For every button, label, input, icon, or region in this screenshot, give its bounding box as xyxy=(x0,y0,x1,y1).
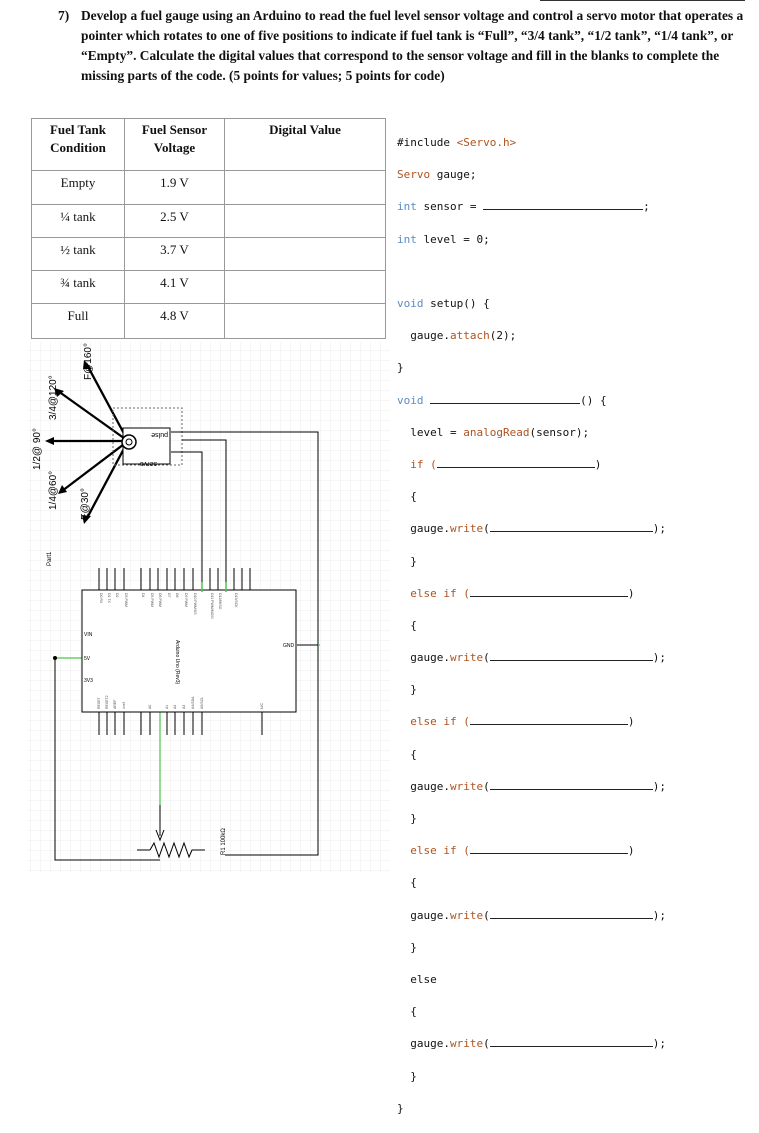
arduino-pin-label-bottom: AREF xyxy=(113,699,117,709)
code-line-elseif-2: else if ( ) xyxy=(397,715,635,729)
code-line-attach: gauge.attach(2); xyxy=(397,329,517,343)
code-line-setup: void setup() { xyxy=(397,297,490,311)
label-quarter: 1/4@60° xyxy=(48,470,59,510)
arduino-5v-label: 5V xyxy=(84,656,91,662)
label-three-quarter: 3/4@120° xyxy=(48,375,59,420)
arduino-pin-label-bottom: RESET2 xyxy=(105,695,109,709)
arduino-pin-label-bottom: A4/SDA xyxy=(191,696,195,709)
code-line-elseif-1: else if ( ) xyxy=(397,586,635,600)
code-line-write-1: gauge.write( ); xyxy=(397,522,666,536)
label-empty: E@30° xyxy=(80,488,91,520)
row-full-condition: Full xyxy=(32,304,125,339)
arduino-pin-label-top: D5 PWM xyxy=(150,593,154,607)
label-part: Part1 xyxy=(47,551,53,566)
code-line-open-3: { xyxy=(397,747,417,761)
resistor-label: R1 100kΩ xyxy=(221,828,227,855)
arduino-pin-label-top: D7 xyxy=(167,593,171,598)
arduino-pin-label-top: D11 PWM/MOSI xyxy=(210,593,214,619)
row-quarter-condition: ¼ tank xyxy=(32,205,125,238)
code-line-write-5: gauge.write( ); xyxy=(397,1037,666,1051)
arduino-pin-label-bottom: N/C xyxy=(260,702,264,709)
code-line-open-2: { xyxy=(397,618,417,632)
arduino-pin-label-top: D6 PWM xyxy=(158,593,162,607)
arduino-pin-label-top: D3 PWM xyxy=(124,593,128,607)
row-three-quarter-condition: ¾ tank xyxy=(32,271,125,304)
label-full: F@160° xyxy=(83,343,94,380)
row-empty-condition: Empty xyxy=(32,171,125,205)
code-line-close-3: } xyxy=(397,812,417,826)
arduino-pin-label-bottom: A1 xyxy=(165,704,169,709)
code-line-analogread: level = analogRead(sensor); xyxy=(397,425,590,439)
arduino-pin-label-top: D0 RX xyxy=(99,593,103,604)
code-line-loop: void () { xyxy=(397,393,607,407)
question-text: Develop a fuel gauge using an Arduino to read the fuel level sensor voltage and control a servo motor that operates a pointer which rotates to one of five positions to indicate if fuel tank is “Full”, “3/4 tank”, “1/2 tank”, “1/4 tank”, or “Empty”. Calculate the digital values that correspond to the sensor voltage and fill in the blanks to complete the missing parts of the code. (5 points for values; 5 points for code) xyxy=(81,8,744,83)
arduino-pin-label-bottom: ioref xyxy=(122,702,126,709)
arduino-vin-label: VIN xyxy=(84,632,93,638)
junction-dot xyxy=(53,656,57,660)
code-line-final-close: } xyxy=(397,1101,404,1115)
code-line-close-2: } xyxy=(397,683,417,697)
label-half: 1/2@ 90° xyxy=(32,428,43,470)
arduino-pin-label-bottom: A2 xyxy=(173,704,177,709)
code-line-open-1: { xyxy=(397,490,417,504)
code-line-if: if ( ) xyxy=(397,457,602,471)
servo-shaft xyxy=(126,439,132,445)
arduino-gnd-label: GND xyxy=(283,643,295,649)
row-half-voltage: 3.7 V xyxy=(125,238,225,271)
arduino-pin-label-top: D12/MISO xyxy=(218,593,222,610)
row-three-quarter-voltage: 4.1 V xyxy=(125,271,225,304)
code-line-setup-close: } xyxy=(397,361,404,375)
code-line-write-4: gauge.write( ); xyxy=(397,908,666,922)
header-condition: Fuel Tank Condition xyxy=(32,119,125,171)
arduino-pin-label-bottom: A0 xyxy=(148,704,152,709)
code-line-include: #include <Servo.h> xyxy=(397,136,517,150)
arduino-pin-label-top: D1 TX xyxy=(107,593,111,603)
code-line-open-5: { xyxy=(397,1005,417,1019)
arduino-pin-label-top: D4 xyxy=(141,593,145,598)
code-line-servo: Servo gauge; xyxy=(397,168,477,182)
code-line-close-5: } xyxy=(397,1069,417,1083)
arduino-board xyxy=(82,590,296,712)
arduino-pin-label-top: D13/SCK xyxy=(234,593,238,608)
row-empty-voltage: 1.9 V xyxy=(125,171,225,205)
blank-write-4[interactable] xyxy=(490,908,653,919)
code-line-level: int level = 0; xyxy=(397,232,490,246)
code-line-sensor: int sensor = ; xyxy=(397,200,650,214)
row-full-voltage: 4.8 V xyxy=(125,304,225,339)
arduino-pin-label-bottom: RESET xyxy=(97,697,101,709)
blank-write-5[interactable] xyxy=(490,1036,653,1047)
servo-label: servo xyxy=(139,460,157,467)
arduino-name-label: Arduino Uno (Rev3) xyxy=(174,640,180,685)
code-line-elseif-3: else if ( ) xyxy=(397,844,635,858)
code-line-open-4: { xyxy=(397,876,417,890)
code-line-close-1: } xyxy=(397,554,417,568)
arduino-pin-label-top: D10 PWM/SS xyxy=(193,593,197,615)
arduino-3v3-label: 3V3 xyxy=(84,678,93,684)
header-voltage: Fuel Sensor Voltage xyxy=(125,119,225,171)
code-line-else: else xyxy=(397,972,437,986)
code-line-write-2: gauge.write( ); xyxy=(397,651,666,665)
row-half-condition: ½ tank xyxy=(32,238,125,271)
row-quarter-voltage: 2.5 V xyxy=(125,205,225,238)
code-line-write-3: gauge.write( ); xyxy=(397,779,666,793)
arduino-pin-label-bottom: A5/SCL xyxy=(200,696,204,709)
question-number: 7) xyxy=(58,8,70,23)
servo-pulse-label: pulse xyxy=(151,431,168,438)
code-line-close-4: } xyxy=(397,940,417,954)
arduino-pin-label-top: D9 PWM xyxy=(184,593,188,607)
header-digital: Digital Value xyxy=(225,119,386,171)
arduino-pin-label-top: D8 xyxy=(175,593,179,598)
arduino-pin-label-bottom: A3 xyxy=(182,704,186,709)
arduino-pin-label-top: D2 xyxy=(115,593,119,598)
